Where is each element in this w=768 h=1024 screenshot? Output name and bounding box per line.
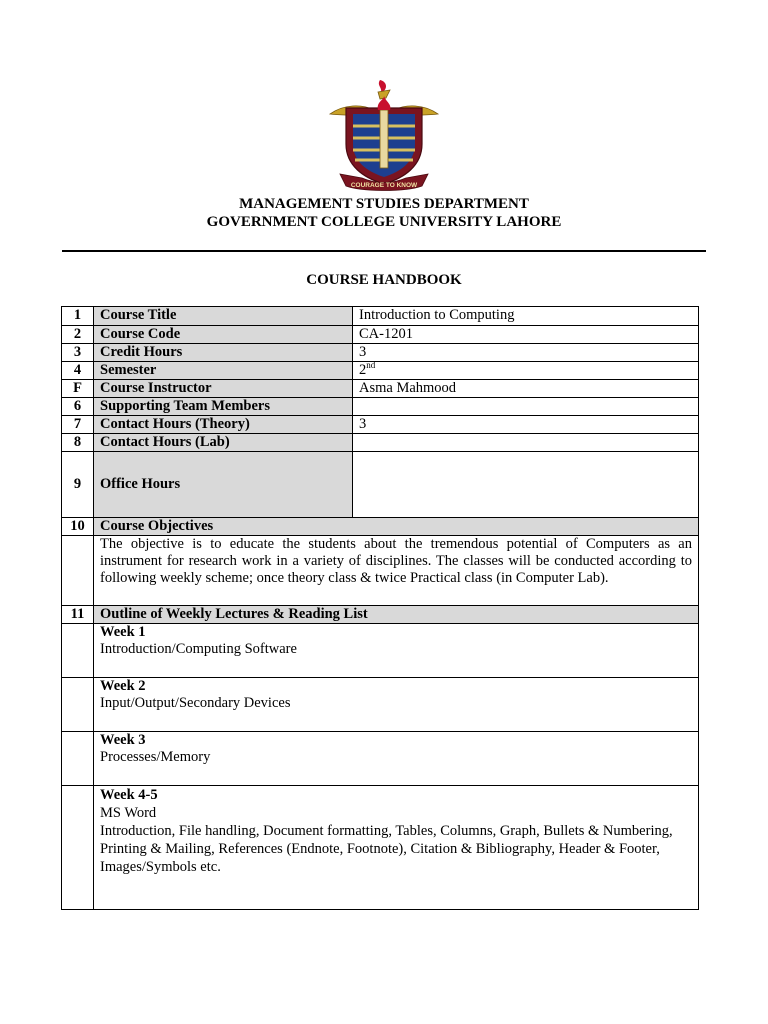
row-number: 1: [62, 307, 94, 326]
week-cell: [94, 786, 699, 910]
row-label: Credit Hours: [94, 344, 353, 362]
week-title: Week 1: [100, 624, 146, 640]
row-number-empty: [62, 624, 94, 678]
week-topic-details: Introduction, File handling, Document formatting, Tables, Columns, Graph, Bullets & Numbering, Printing & Mailing, References (Endnote, Footnote), Citation & Bibliography, Header & Footer, Images/Symbols etc.: [100, 823, 673, 875]
row-value: Asma Mahmood: [353, 380, 699, 398]
header-divider: [62, 250, 706, 252]
row-number: 10: [62, 518, 94, 536]
row-label: Semester: [94, 362, 353, 380]
table-row: [62, 307, 699, 326]
row-number: 7: [62, 416, 94, 434]
section-label: Course Objectives: [94, 518, 699, 536]
row-label: Course Code: [94, 326, 353, 344]
university-heading: GOVERNMENT COLLEGE UNIVERSITY LAHORE: [206, 214, 562, 230]
week-topic: MS Word: [100, 805, 157, 821]
row-number: 2: [62, 326, 94, 344]
row-value: [353, 434, 699, 452]
week-title: Week 2: [100, 678, 146, 694]
row-number: 11: [62, 606, 94, 624]
course-handbook-table: [61, 306, 699, 910]
week-topic: Processes/Memory: [100, 749, 211, 765]
section-label: Outline of Weekly Lectures & Reading List: [94, 606, 699, 624]
section-header-row: [62, 606, 699, 624]
week-topic: Input/Output/Secondary Devices: [100, 695, 291, 711]
row-label: Course Title: [94, 307, 353, 326]
department-heading: MANAGEMENT STUDIES DEPARTMENT: [239, 196, 529, 212]
row-number: 3: [62, 344, 94, 362]
table-row: [62, 452, 699, 518]
week-title: Week 3: [100, 732, 146, 748]
row-number: 8: [62, 434, 94, 452]
document-title: COURSE HANDBOOK: [306, 272, 462, 288]
week-row: [62, 678, 699, 732]
week-row: [62, 732, 699, 786]
row-number-empty: [62, 732, 94, 786]
row-value: CA-1201: [353, 326, 699, 344]
week-row: [62, 786, 699, 910]
row-number: 4: [62, 362, 94, 380]
university-crest-logo: [322, 74, 446, 198]
row-label: Course Instructor: [94, 380, 353, 398]
row-number-empty: [62, 536, 94, 606]
row-label: Contact Hours (Theory): [94, 416, 353, 434]
table-row: [62, 536, 699, 606]
row-value: 3: [353, 416, 699, 434]
row-label: Office Hours: [94, 452, 353, 518]
row-value: [353, 452, 699, 518]
week-cell: [94, 624, 699, 678]
week-topic: Introduction/Computing Software: [100, 641, 297, 657]
table-row: [62, 326, 699, 344]
week-cell: [94, 678, 699, 732]
row-number: F: [62, 380, 94, 398]
crest-motto: COURAGE TO KNOW: [350, 182, 418, 189]
week-row: [62, 624, 699, 678]
row-value: [353, 398, 699, 416]
row-number: 6: [62, 398, 94, 416]
objectives-text: The objective is to educate the students about the tremendous potential of Computers as an instrument for research work in a variety of disciplines. The classes will be conducted according to following weekly scheme; once theory class & twice Practical class (in Computer Lab).: [94, 536, 699, 606]
row-value: Introduction to Computing: [353, 307, 699, 326]
row-label: Supporting Team Members: [94, 398, 353, 416]
table-row: [62, 416, 699, 434]
row-number: 9: [62, 452, 94, 518]
row-value: 3: [353, 344, 699, 362]
semester-value: 2: [359, 362, 367, 378]
semester-suffix: nd: [366, 360, 376, 370]
week-cell: [94, 732, 699, 786]
table-row: [62, 380, 699, 398]
table-row: [62, 362, 699, 380]
row-number-empty: [62, 786, 94, 910]
section-header-row: [62, 518, 699, 536]
table-row: [62, 398, 699, 416]
table-row: [62, 434, 699, 452]
row-number-empty: [62, 678, 94, 732]
row-value: [353, 362, 699, 380]
table-row: [62, 344, 699, 362]
week-title: Week 4-5: [100, 787, 158, 803]
row-label: Contact Hours (Lab): [94, 434, 353, 452]
